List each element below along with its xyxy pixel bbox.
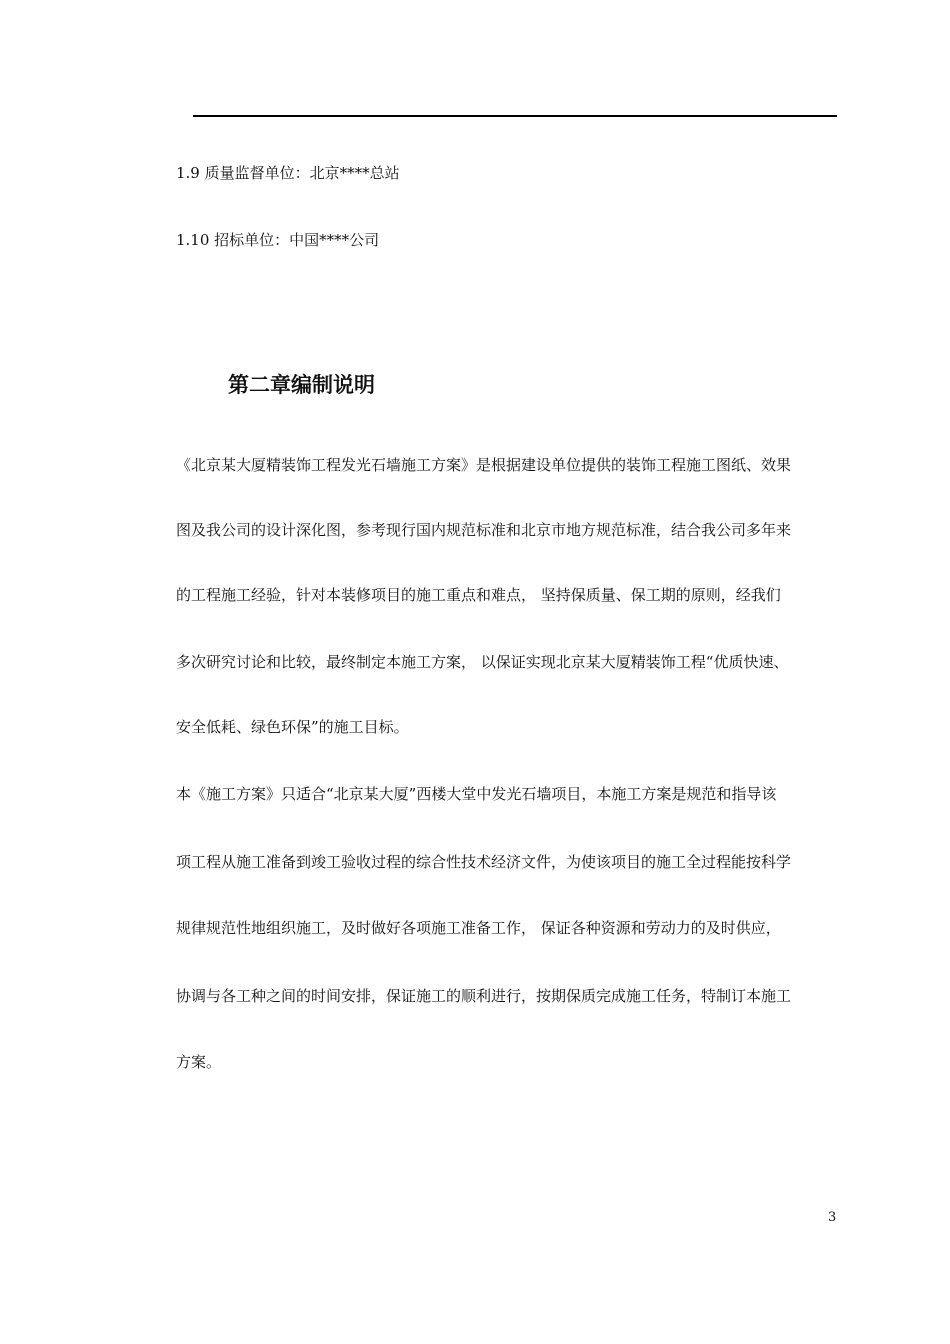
paragraph-2-line: 本《施工方案》只适合“北京某大厦”西楼大堂中发光石墙项目，本施工方案是规范和指导该 xyxy=(176,785,777,803)
paragraph-1-line: 的工程施工经验，针对本装修项目的施工重点和难点， 坚持保质量、保工期的原则，经我们 xyxy=(176,586,781,604)
tendering-unit-line: 1.10 招标单位：中国****公司 xyxy=(176,231,380,249)
paragraph-1-line: 安全低耗、绿色环保”的施工目标。 xyxy=(176,718,409,736)
paragraph-2-line: 方案。 xyxy=(176,1053,222,1071)
paragraph-2-line: 协调与各工种之间的时间安排，保证施工的顺利进行，按期保质完成施工任务，特制订本施工 xyxy=(176,987,792,1005)
chapter-title: 第二章编制说明 xyxy=(228,373,375,397)
paragraph-1-line: 《北京某大厦精装饰工程发光石墙施工方案》是根据建设单位提供的装饰工程施工图纸、效果 xyxy=(176,456,792,474)
page-number: 3 xyxy=(828,1210,837,1225)
header-rule xyxy=(193,115,837,117)
quality-supervision-line: 1.9 质量监督单位：北京****总站 xyxy=(176,164,400,182)
paragraph-1-line: 图及我公司的设计深化图，参考现行国内规范标准和北京市地方规范标准，结合我公司多年来 xyxy=(176,521,792,539)
paragraph-2-line: 规律规范性地组织施工，及时做好各项施工准备工作， 保证各种资源和劳动力的及时供应， xyxy=(176,919,781,937)
paragraph-2-line: 项工程从施工准备到竣工验收过程的综合性技术经济文件，为使该项目的施工全过程能按科学 xyxy=(176,853,792,871)
paragraph-1-line: 多次研究讨论和比较，最终制定本施工方案， 以保证实现北京某大厦精装饰工程“优质快速、 xyxy=(176,653,789,671)
